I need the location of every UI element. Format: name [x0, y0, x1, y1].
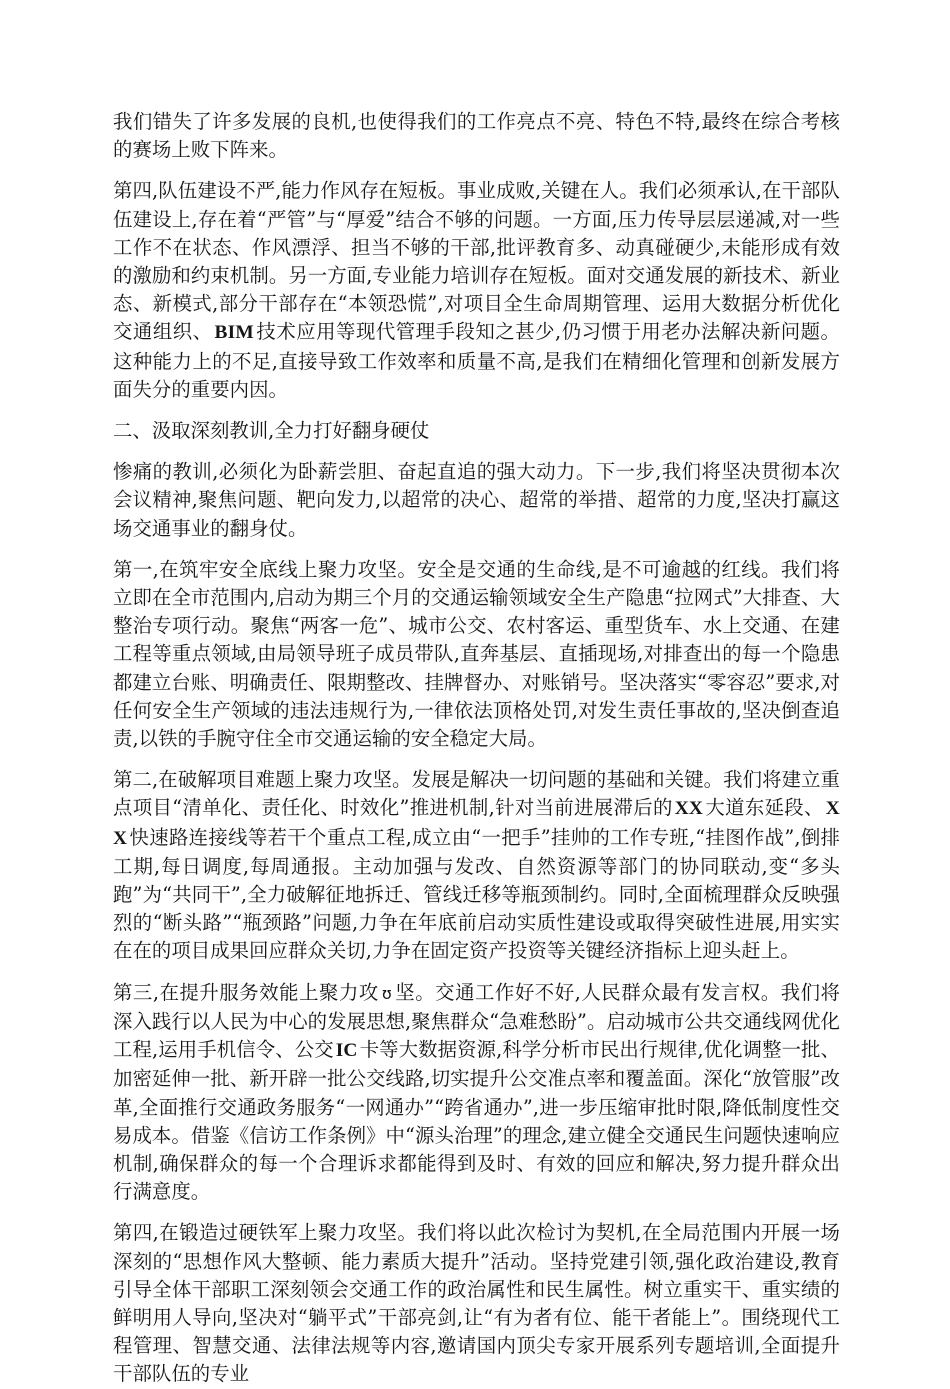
text-run: 快速路连接线等若干个重点工程,成立由“一把手”挂帅的工作专班,“挂图作战”,倒排工期,每日调度,每周通报。主动加强与发改、自然资源等部门的协同联动,变“多头跑”为“共同干”,全力破解征地拆迁、管线迁移等瓶颈制约。同时,全面梳理群众反映强烈的“断头路”“瓶颈路”问题,力争在年底前启动实质性建设或取得突破性进展,用实实在在的项目成果回应群众关切,力争在固定资产投资等关键经济指标上迎头赶上。 — [113, 825, 840, 963]
paragraph-measure-three-service — [113, 979, 840, 1207]
paragraph-measure-two-projects — [113, 766, 840, 965]
paragraph-measure-one-safety: 第一,在筑牢安全底线上聚力攻坚。安全是交通的生命线,是不可逾越的红线。我们将立即在全市范围内,启动为期三个月的交通运输领域安全生产隐患“拉网式”大排查、大整治专项行动。聚焦“两客一危”、城市公交、农村客运、重型货车、水上交通、在建工程等重点领域,由局领导班子成员带队,直奔基层、直插现场,对排查出的每一个隐患都建立台账、明确责任、限期整改、挂牌督办、对账销号。坚决落实“零容忍”要求,对任何安全生产领域的违法违规行为,一律依法顶格处罚,对发生责任事故的,坚决倒查追责,以铁的手腕守住全市交通运输的安全稳定大局。 — [113, 557, 840, 751]
paragraph-measure-four-team: 第四,在锻造过硬铁军上聚力攻坚。我们将以此次检讨为契机,在全局范围内开展一场深刻的“思想作风大整顿、能力素质大提升”活动。坚持党建引领,强化政治建设,教育引导全体干部职工深刻领会交通工作的政治属性和民生属性。树立重实干、重实绩的鲜明用人导向,坚决对“躺平式”干部亮剑,让“有为者有位、能干者能上”。围绕现代工程管理、智慧交通、法律法规等内容,邀请国内顶尖专家开展系列专题培训,全面提升干部队伍的专业 — [113, 1221, 840, 1386]
text-run: 卡等大数据资源,科学分析市民出行规律,优化调整一批、加密延伸一批、新开辟一批公交线路,切实提升公交准点率和覆盖面。深化“放管服”改革,全面推行交通政务服务“一网通办”“跨省通办”,进一步压缩审批时限,降低制度性交易成本。借鉴《信访工作条例》中“源头治理”的理念,建立健全交通民生问题快速响应机制,确保群众的每一个合理诉求都能得到及时、有效的回应和解决,努力提升群众出行满意度。 — [113, 1038, 840, 1204]
section-heading-two: 二、汲取深刻教训,全力打好翻身硬仗 — [113, 419, 430, 443]
latin-acronym: IC — [335, 1040, 358, 1062]
latin-acronym: XX — [113, 798, 840, 849]
paragraph-continuation-top: 我们错失了许多发展的良机,也使得我们的工作亮点不亮、特色不特,最终在综合考核的赛场上败下阵来。 — [113, 110, 840, 162]
document-text-column — [113, 108, 840, 1389]
latin-acronym: XX — [674, 798, 704, 820]
paragraph-point-four-problems — [113, 177, 840, 404]
stray-glyph-artifact: ʊ — [381, 983, 392, 1003]
text-run: 坚。交通工作好不好,人民群众最有发言权。我们将深入践行以人民为中心的发展思想,聚焦群众“急难愁盼”。启动城市公共交通线网优化工程,运用手机信令、公交 — [113, 980, 841, 1062]
text-run: 大道东延段、 — [705, 796, 824, 820]
text-run: 技术应用等现代管理手段知之甚少,仍习惯于用老办法解决新问题。这种能力上的不足,直接导致工作效率和质量不高,是我们在精细化管理和创新发展方面失分的重要内因。 — [113, 320, 840, 401]
paragraph-section-two-intro: 惨痛的教训,必须化为卧薪尝胆、奋起直追的强大动力。下一步,我们将坚决贯彻本次会议精神,聚焦问题、靶向发力,以超常的决心、超常的举措、超常的力度,坚决打赢这场交通事业的翻身仗。 — [113, 460, 840, 540]
latin-acronym: BIM — [214, 322, 254, 344]
text-run: 第二,在破解项目难题上聚力攻坚。发展是解决一切问题的基础和关键。我们将建立重点项目“清单化、责任化、时效化”推进机制,针对当前进展滞后的 — [113, 768, 840, 820]
text-run: 第三,在提升服务效能上聚力攻 — [113, 980, 379, 1004]
text-run: 第四,队伍建设不严,能力作风存在短板。事业成败,关键在人。我们必须承认,在干部队伍建设上,存在着“严管”与“厚爱”结合不够的问题。一方面,压力传导层层递减,对一些工作不在状态、作风漂浮、担当不够的干部,批评教育多、动真碰硬少,未能形成有效的激励和约束机制。另一方面,专业能力培训存在短板。面对交通发展的新技术、新业态、新模式,部分干部存在“本领恐慌”,对项目全生命周期管理、运用大数据分析优化交通组织、 — [113, 179, 840, 344]
